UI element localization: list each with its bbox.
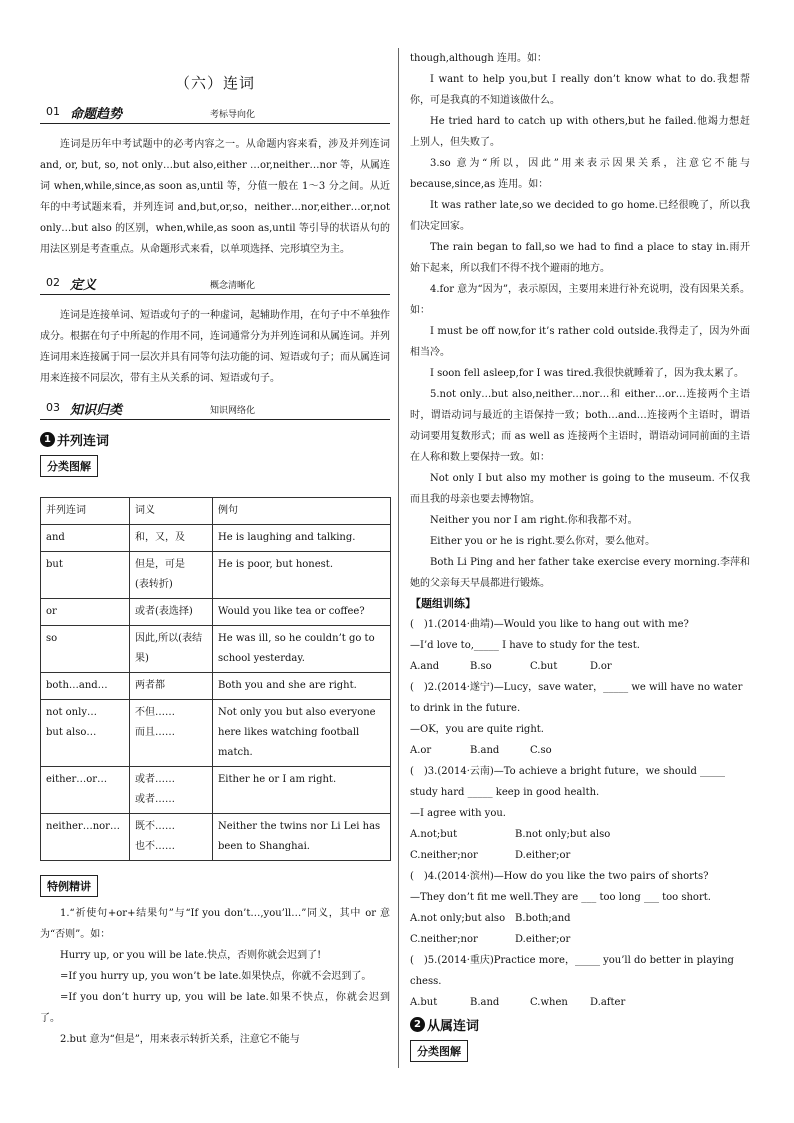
- table-cell: He is laughing and talking.: [213, 525, 391, 552]
- exercise-option[interactable]: B.and: [470, 745, 500, 756]
- section-number: 01: [46, 105, 60, 118]
- trend-paragraph: 连词是历年中考试题中的必考内容之一。从命题内容来看，涉及并列连词 and, or, but, so, not only…but also,either …or,neither…nor 等，从属连词 when,while,since,as soon as,until 等，分值一般在 1～3 分之间。从近年的中考试题来看，并列连词 and,but,or,so，neither…nor,either…or,not only…but also 的区别，when,while,as soon as,until 等引导的状语从句的用法区别是考查重点。从命题形式来看，以单项选择、完形填空为主。: [40, 139, 390, 255]
- table-cell: 既不…… 也不……: [130, 814, 213, 861]
- table-row: [41, 814, 391, 861]
- table-row: [41, 552, 391, 599]
- special-p4: =If you don’t hurry up, you will be late.如果不快点，你就会迟到了。: [40, 992, 390, 1024]
- exercise-list: [410, 614, 750, 1013]
- exercise-option[interactable]: A.and: [410, 661, 440, 672]
- subheading-coordinating: [40, 430, 390, 449]
- section-heading-trend: [40, 103, 390, 124]
- exercise-option[interactable]: D.after: [590, 997, 626, 1008]
- exercise-option[interactable]: A.not only;but also: [410, 913, 506, 924]
- section-name: 命题趋势: [70, 107, 123, 122]
- table-cell: and: [41, 525, 130, 552]
- table-cell: 不但…… 而且……: [130, 700, 213, 767]
- table-row: [41, 599, 391, 626]
- table-cell: so: [41, 626, 130, 673]
- table-row: [41, 525, 391, 552]
- table-cell: 但是，可是 (表转折): [130, 552, 213, 599]
- exercise-option[interactable]: C.but: [530, 661, 558, 672]
- right-p7: 4.for 意为“因为”，表示原因，主要用来进行补充说明，没有因果关系。如：: [410, 284, 750, 316]
- exercise-question: ( )4.(2014·滨州)—How do you like the two pairs of shorts?: [410, 871, 709, 882]
- exercise-options: [410, 656, 750, 677]
- subheading-label: 从属连词: [427, 1019, 480, 1034]
- exercise-option[interactable]: D.or: [590, 661, 612, 672]
- classify-tag-2: 分类图解: [410, 1040, 468, 1062]
- section-heading-definition: [40, 274, 390, 295]
- table-cell: He was ill, so he couldn’t go to school yesterday.: [213, 626, 391, 673]
- right-p14: Both Li Ping and her father take exercise every morning.李萍和她的父亲每天早晨都进行锻炼。: [410, 557, 750, 589]
- section-number: 03: [46, 401, 60, 414]
- table-cell: neither…nor…: [41, 814, 130, 861]
- exercise-reply: —I agree with you.: [410, 808, 506, 819]
- right-p12: Neither you nor I am right.你和我都不对。: [430, 515, 638, 526]
- section-subtitle: 知识网络化: [210, 406, 256, 416]
- table-cell: 因此,所以(表结果): [130, 626, 213, 673]
- special-p2: Hurry up, or you will be late.快点，否则你就会迟到了!: [60, 950, 322, 961]
- right-p8: I must be off now,for it’s rather cold outside.我得走了，因为外面相当冷。: [410, 326, 750, 358]
- section-subtitle: 概念清晰化: [210, 281, 256, 291]
- exercise-option[interactable]: B.both;and: [515, 913, 571, 924]
- exercise-reply: —OK，you are quite right.: [410, 724, 544, 735]
- exercise-options: [410, 992, 750, 1013]
- table-cell: 或者(表选择): [130, 599, 213, 626]
- table-header-cell: 并列连词: [41, 498, 130, 525]
- table-cell: 两者都: [130, 673, 213, 700]
- exercise-options: [410, 824, 750, 866]
- table-cell: both…and…: [41, 673, 130, 700]
- special-p3: =If you hurry up, you won’t be late.如果快点，你就不会迟到了。: [60, 971, 372, 982]
- table-row: [41, 767, 391, 814]
- table-cell: Both you and she are right.: [213, 673, 391, 700]
- table-cell: Neither the twins nor Li Lei has been to Shanghai.: [213, 814, 391, 861]
- right-p6: The rain began to fall,so we had to find a place to stay in.雨开始下起来，所以我们不得不找个避雨的地方。: [410, 242, 750, 274]
- exercise-heading: 【题组训练】: [410, 597, 476, 610]
- table-row: [41, 626, 391, 673]
- right-p11: Not only I but also my mother is going to the museum. 不仅我而且我的母亲也要去博物馆。: [410, 473, 750, 505]
- exercise-item: [410, 761, 750, 866]
- section-number: 02: [46, 276, 60, 289]
- exercise-option[interactable]: A.but: [410, 997, 438, 1008]
- table-row: [41, 673, 391, 700]
- exercise-option[interactable]: A.or: [410, 745, 432, 756]
- exercise-reply: —I’d love to,_____ I have to study for the test.: [410, 640, 640, 651]
- circle-number-icon: 1: [40, 432, 55, 447]
- exercise-item: [410, 677, 750, 761]
- table-cell: Not only you but also everyone here likes watching football match.: [213, 700, 391, 767]
- table-cell: Would you like tea or coffee?: [213, 599, 391, 626]
- exercise-item: [410, 614, 750, 677]
- exercise-option[interactable]: D.either;or: [515, 850, 571, 861]
- column-divider: [398, 48, 399, 1068]
- section-name: 知识归类: [70, 403, 123, 418]
- page-title: （六）连词: [174, 74, 255, 92]
- right-p4: 3.so 意为“所以，因此”用来表示因果关系，注意它不能与 because,since,as 连用。如：: [410, 158, 750, 190]
- table-header-cell: 词义: [130, 498, 213, 525]
- table-cell: 或者…… 或者……: [130, 767, 213, 814]
- exercise-options: [410, 908, 750, 950]
- table-cell: Either he or I am right.: [213, 767, 391, 814]
- table-cell: 和，又，及: [130, 525, 213, 552]
- exercise-option[interactable]: C.so: [530, 745, 552, 756]
- classify-tag: 分类图解: [40, 455, 98, 477]
- circle-number-icon: 2: [410, 1017, 425, 1032]
- table-cell: not only… but also…: [41, 700, 130, 767]
- special-tag: 特例精讲: [40, 875, 98, 897]
- exercise-option[interactable]: C.neither;nor: [410, 850, 478, 861]
- section-name: 定义: [70, 278, 97, 293]
- right-column: [410, 48, 750, 1068]
- right-p13: Either you or he is right.要么你对，要么他对。: [430, 536, 656, 547]
- right-p2: I want to help you,but I really don’t know what to do.我想帮你，可是我真的不知道该做什么。: [410, 74, 750, 106]
- table-cell: either…or…: [41, 767, 130, 814]
- table-cell: but: [41, 552, 130, 599]
- table-cell: or: [41, 599, 130, 626]
- left-column: [40, 62, 390, 1050]
- table-cell: He is poor, but honest.: [213, 552, 391, 599]
- exercise-item: [410, 950, 750, 1013]
- right-p1: though,although 连用。如：: [410, 53, 548, 64]
- table-body: [41, 498, 391, 861]
- right-p3: He tried hard to catch up with others,but he failed.他竭力想赶上别人，但失败了。: [410, 116, 750, 148]
- exercise-question: ( )2.(2014·遂宁)—Lucy，save water，_____ we will have no water to drink in the future.: [410, 682, 743, 714]
- right-p9: I soon fell asleep,for I was tired.我很快就睡着了，因为我太累了。: [430, 368, 744, 379]
- exercise-option[interactable]: B.not only;but also: [515, 829, 611, 840]
- section-subtitle: 考标导向化: [210, 110, 256, 120]
- table-header-row: [41, 498, 391, 525]
- exercise-option[interactable]: C.when: [530, 997, 568, 1008]
- exercise-option[interactable]: B.so: [470, 661, 492, 672]
- exercise-reply: —They don’t fit me well.They are ___ too long ___ too short.: [410, 892, 711, 903]
- subheading-subordinating: [410, 1015, 750, 1034]
- subheading-label: 并列连词: [57, 434, 110, 449]
- special-p1: 1.“祈使句+or+结果句”与“If you don’t…,you’ll…”同义，其中 or 意为“否则”。如：: [40, 908, 390, 940]
- exercise-option[interactable]: D.either;or: [515, 934, 571, 945]
- table-header-cell: 例句: [213, 498, 391, 525]
- definition-paragraph: 连词是连接单词、短语或句子的一种虚词，起辅助作用，在句子中不单独作成分。根据在句子中所起的作用不同，连词通常分为并列连词和从属连词。并列连词用来连接属于同一层次并具有同等句法功能的词、短语或句子；而从属连词用来连接不同层次，带有主从关系的词、短语或句子。: [40, 310, 390, 384]
- exercise-question: ( )3.(2014·云南)—To achieve a bright future，we should _____ study hard _____ keep in good health.: [410, 766, 726, 798]
- exercise-options: [410, 740, 750, 761]
- exercise-question: ( )5.(2014·重庆)Practice more，_____ you’ll do better in playing chess.: [410, 955, 734, 987]
- table-row: [41, 700, 391, 767]
- special-p5: 2.but 意为“但是”，用来表示转折关系，注意它不能与: [60, 1034, 300, 1045]
- exercise-option[interactable]: C.neither;nor: [410, 934, 478, 945]
- exercise-item: [410, 866, 750, 950]
- right-p5: It was rather late,so we decided to go home.已经很晚了，所以我们决定回家。: [410, 200, 750, 232]
- conjunction-table: [40, 497, 391, 861]
- exercise-question: ( )1.(2014·曲靖)—Would you like to hang out with me?: [410, 619, 689, 630]
- section-heading-classification: [40, 399, 390, 420]
- right-p10: 5.not only…but also,neither…nor…和 either…or…连接两个主语时，谓语动词与最近的主语保持一致；both…and…连接两个主语时，谓语动词要用复数形式；而 as well as 连接两个主语时，谓语动词同前面的主语在人称和数上要保持一致。如：: [410, 389, 750, 463]
- exercise-option[interactable]: B.and: [470, 997, 500, 1008]
- exercise-option[interactable]: A.not;but: [410, 829, 458, 840]
